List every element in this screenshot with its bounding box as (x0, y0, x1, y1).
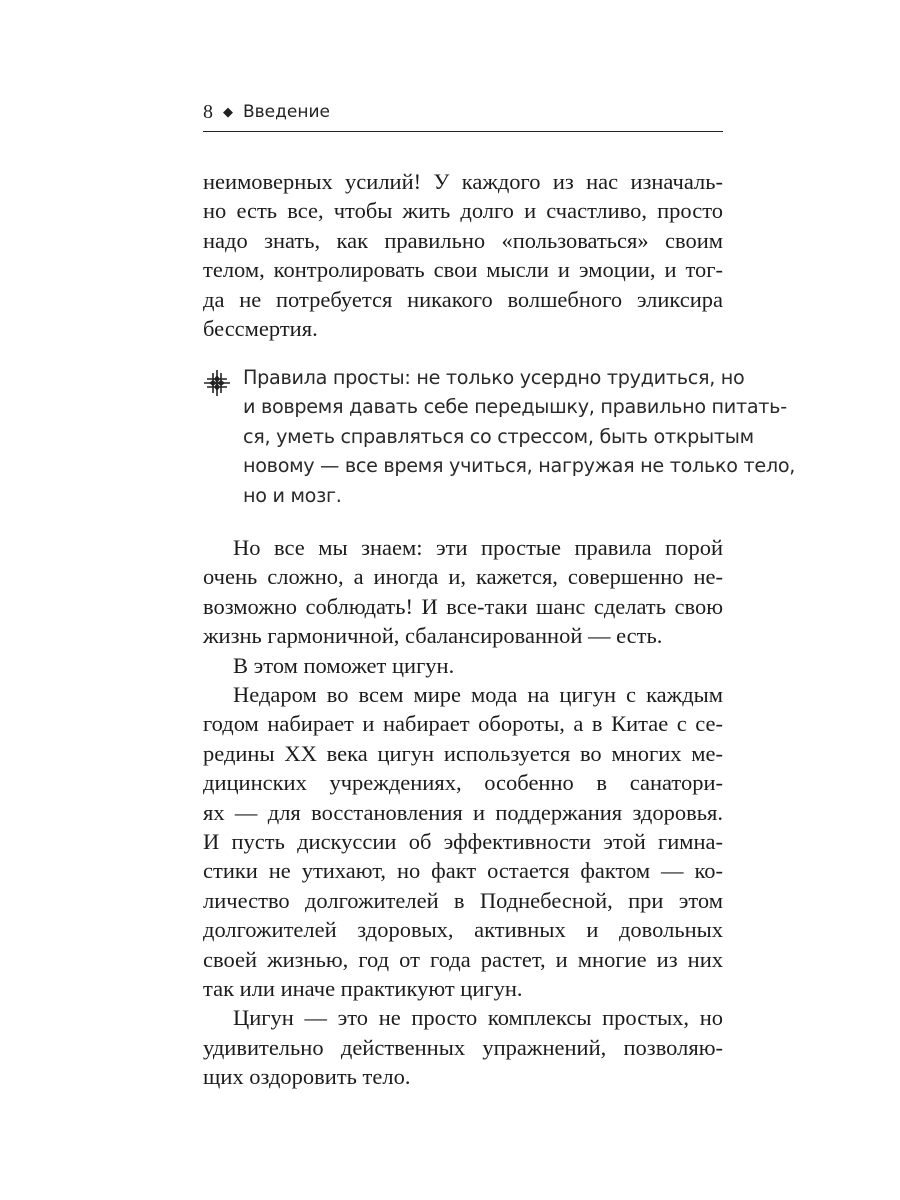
text-line: возможно соблюдать! И все-таки шанс сделать свою (203, 593, 723, 619)
callout-line: Правила просты: не только усердно трудиться, но (243, 366, 745, 389)
callout-line: ся, уметь справляться со стрессом, быть открытым (243, 424, 754, 448)
text-line: И пусть дискуссии об эффективности этой гимна- (203, 829, 723, 855)
callout-line: и вовремя давать себе передышку, правильно питать- (243, 395, 787, 419)
text-line: стики не утихают, но факт остается фактом — ко- (203, 858, 723, 884)
section-title: Введение (243, 102, 330, 122)
text-line: так или иначе практикуют цигун. (203, 976, 523, 1002)
text-line: годом набирает и набирает обороты, а в Китае с се- (203, 711, 723, 737)
text-line: надо знать, как правильно «пользоваться» своим (203, 227, 723, 253)
text-line: да не потребуется никакого волшебного эликсира (203, 286, 723, 312)
diamond-separator: ◆ (223, 104, 233, 120)
text-line: ях — для восстановления и поддержания здоровья. (203, 799, 723, 825)
text-line: В этом поможет цигун. (233, 652, 455, 678)
callout-text (243, 363, 796, 510)
text-line: дицинских учреждениях, особенно в санатори- (203, 770, 723, 796)
paragraph (203, 1003, 723, 1091)
callout-line: новому — все время учиться, нагружая не только тело, (243, 454, 796, 478)
paragraph (203, 533, 723, 651)
text-line: неимоверных усилий! У каждого из нас изначаль- (203, 169, 723, 194)
page-number: 8 (203, 100, 213, 123)
text-line: редины XX века цигун используется во многих ме- (203, 740, 723, 766)
text-line: удивительно действенных упражнений, позволяю- (203, 1034, 723, 1060)
text-line: телом, контролировать свои мысли и эмоции, и тог- (203, 257, 723, 283)
text-line: жизнь гармоничной, сбалансированной — есть. (203, 623, 663, 649)
text-line: Недаром во всем мире мода на цигун с каждым (233, 682, 723, 707)
text-line: личество долгожителей в Поднебесной, при этом (203, 887, 723, 913)
text-line: очень сложно, а иногда и, кажется, совершенно не- (203, 564, 723, 590)
paragraph-continued (203, 167, 723, 343)
text-line: своей жизнью, год от года растет, и многие из них (203, 946, 723, 972)
text-line: Но все мы знаем: эти простые правила порой (233, 535, 723, 560)
ornament-icon (203, 369, 231, 397)
callout-line: но и мозг. (243, 483, 342, 507)
text-line: но есть все, чтобы жить долго и счастливо, просто (203, 198, 723, 224)
text-line: бессмертия. (203, 316, 318, 342)
paragraph (203, 651, 723, 680)
text-line: долгожителей здоровых, активных и довольных (203, 917, 723, 943)
running-header (203, 98, 723, 126)
callout-box (203, 363, 796, 513)
text-line: щих оздоровить тело. (203, 1064, 411, 1090)
paragraph (203, 680, 723, 1003)
text-line: Цигун — это не просто комплексы простых, но (233, 1005, 723, 1031)
header-rule (203, 131, 723, 132)
